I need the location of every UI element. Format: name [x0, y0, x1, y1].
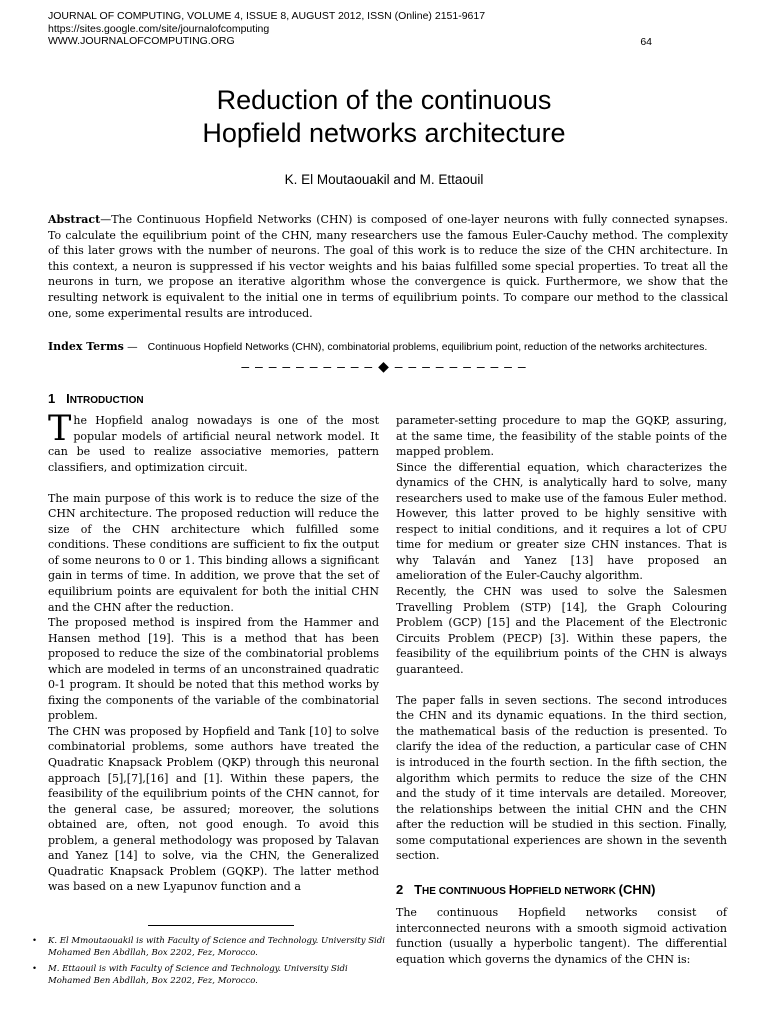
index-terms-text: Continuous Hopfield Networks (CHN), combinatorial problems, equilibrium point, reduction of the networks architectures.	[147, 341, 708, 353]
section-2-cap-1: T	[414, 882, 423, 897]
index-terms-label: Index Terms	[48, 340, 124, 353]
footnote-2-text: M. Ettaouil is with Faculty of Science and Technology. University Sidi Mohamed Ben Abdllah, Box 2202, Fez, Morocco.	[48, 964, 348, 986]
drop-cap: T	[48, 409, 72, 449]
section-2-rest-2: OPFIELD NETWORK	[518, 886, 619, 897]
section-2-rest-1: HE CONTINUOUS	[422, 886, 509, 897]
intro-paragraph-1	[48, 409, 379, 475]
footnote-1-text: K. El Mmoutaouakil is with Faculty of Science and Technology. University Sidi Mohamed Ben Abdllah, Box 2202, Fez, Morocco.	[48, 936, 385, 958]
intro-paragraph-7: Recently, the CHN was used to solve the Salesmen Travelling Problem (STP) [14], the Graph Colouring Problem (GCP) [15] and the Placement of the Electronic Circuits Problem (PECP) [3]. Within these papers, the feasibility of the equilibrium points of the CHN is always guaranteed.	[396, 585, 727, 676]
intro-paragraph-8: The paper falls in seven sections. The second introduces the CHN and its dynamic equations. In the third section, the mathematical basis of the reduction is presented. To clarify the idea of the reduction, a particular case of CHN is introduced in the fourth section. In the fifth section, the algorithm which permits to reduce the size of the CHN and the study of it time intervals are detailed. Moreover, the relationships between the initial CHN and the CHN after the reduction will be studied in this section. Finally, some computational experiences are shown in the seventh section.	[396, 693, 727, 863]
section-2-heading	[396, 882, 655, 897]
intro-paragraph-6: Since the differential equation, which characterizes the dynamics of the CHN, is analytically hard to solve, many researchers used to make use of the famous Euler method. However, this latter proved to be highly sensitive with respect to initial conditions, and it requires a lot of CPU time for medium or greater size CHN instances. That is why Talaván and Yanez [13] have proposed an amelioration of the Euler-Cauchy algorithm.	[396, 460, 727, 583]
page-number: 64	[640, 36, 652, 48]
section-1-title-rest: NTRODUCTION	[69, 395, 144, 406]
section-1-heading	[48, 391, 144, 406]
section-2-paragraph-1: The continuous Hopfield networks consist of interconnected neurons with a smooth sigmoid activation function (usually a hyperbolic tangent). The differential equation which governs the dynamics of the CHN is:	[396, 906, 727, 966]
intro-paragraph-2: The main purpose of this work is to reduce the size of the CHN architecture. The proposed reduction will reduce the size of the CHN architecture which fulfilled some conditions. These conditions are sufficient to fix the output of some neurons to 0 or 1. This binding allows a significant gain in terms of time. In addition, we prove that the set of equilibrium points are equivalent for both the initial CHN and the CHN after the reduction.	[48, 491, 379, 614]
intro-paragraph-5: parameter-setting procedure to map the GQKP, assuring, at the same time, the feasibility of the stable points of the mapped problem.	[396, 414, 727, 459]
paper-title-line2: Hopfield networks architecture	[202, 118, 566, 148]
section-2-tail: (CHN)	[618, 882, 656, 897]
right-column	[396, 413, 727, 864]
journal-website: WWW.JOURNALOFCOMPUTING.ORG	[48, 35, 235, 47]
journal-header-line1: JOURNAL OF COMPUTING, VOLUME 4, ISSUE 8, AUGUST 2012, ISSN (Online) 2151-9617	[48, 10, 486, 22]
section-2-number: 2	[396, 882, 404, 897]
footnote-2	[32, 964, 392, 987]
section-divider: – – – – – – – – – – ◆ – – – – – – – – – –	[241, 358, 527, 374]
footnote-1	[32, 936, 392, 959]
intro-paragraph-1-text: he Hopfield analog nowadays is one of the most popular models of artificial neural network model. It can be used to realize associative memories, pattern classifiers, and optimization circuit.	[48, 414, 379, 474]
intro-paragraph-4: The CHN was proposed by Hopfield and Tank [10] to solve combinatorial problems, some authors have treated the Quadratic Knapsack Problem (QKP) through this neuronal approach [5],[7],[16] and [1]. Within these papers, the feasibility of the equilibrium points of the CHN cannot, for the general case, be assured; moreover, the solutions obtained are, often, not good enough. To avoid this problem, a general methodology was proposed by Talavan and Yanez [14] to solve, via the CHN, the Generalized Quadratic Knapsack Problem (GQKP). The latter method was based on a new Lyapunov function and a	[48, 724, 379, 894]
section-2-body	[396, 905, 727, 967]
index-terms-dash: —	[127, 341, 138, 353]
section-2-cap-2: H	[508, 882, 519, 897]
abstract-text: —The Continuous Hopfield Networks (CHN) is composed of one-layer neurons with fully connected synapses. To calculate the equilibrium point of the CHN, many researchers use the famous Euler-Cauchy method. The complexity of this later grows with the number of neurons. The goal of this work is to reduce the size of the CHN architecture. In this context, a neuron is suppressed if his vector weights and his baias fulfilled some special properties. To treat all the neurons in turn, we propose an iterative algorithm whose the convergence is quick. Furthermore, we show that the resulting network is equivalent to the initial one in terms of equilibrium points. To compare our method to the classical one, some experimental results are introduced.	[48, 213, 728, 320]
section-1-title-cap: I	[66, 391, 70, 406]
authors: K. El Moutaouakil and M. Ettaouil	[284, 172, 484, 187]
journal-url: https://sites.google.com/site/journalofcomputing	[48, 22, 270, 35]
index-terms	[48, 340, 738, 354]
abstract-label: Abstract	[48, 213, 101, 226]
journal-header	[48, 10, 485, 48]
paper-title-line1: Reduction of the continuous	[216, 85, 552, 115]
intro-paragraph-3: The proposed method is inspired from the Hammer and Hansen method [19]. This is a method that has been proposed to reduce the size of the combinatorial problems which are modeled in terms of an unconstrained quadratic 0-1 program. It should be noted that this method works by fixing the components of the variable of the combinatorial problem.	[48, 616, 379, 723]
section-1-number: 1	[48, 391, 56, 406]
footnote-bullet: •	[32, 936, 38, 946]
abstract	[48, 212, 728, 321]
paper-title	[0, 84, 768, 150]
left-column	[48, 409, 379, 895]
footnote-bullet: •	[32, 964, 38, 974]
footnote-separator	[148, 925, 294, 926]
